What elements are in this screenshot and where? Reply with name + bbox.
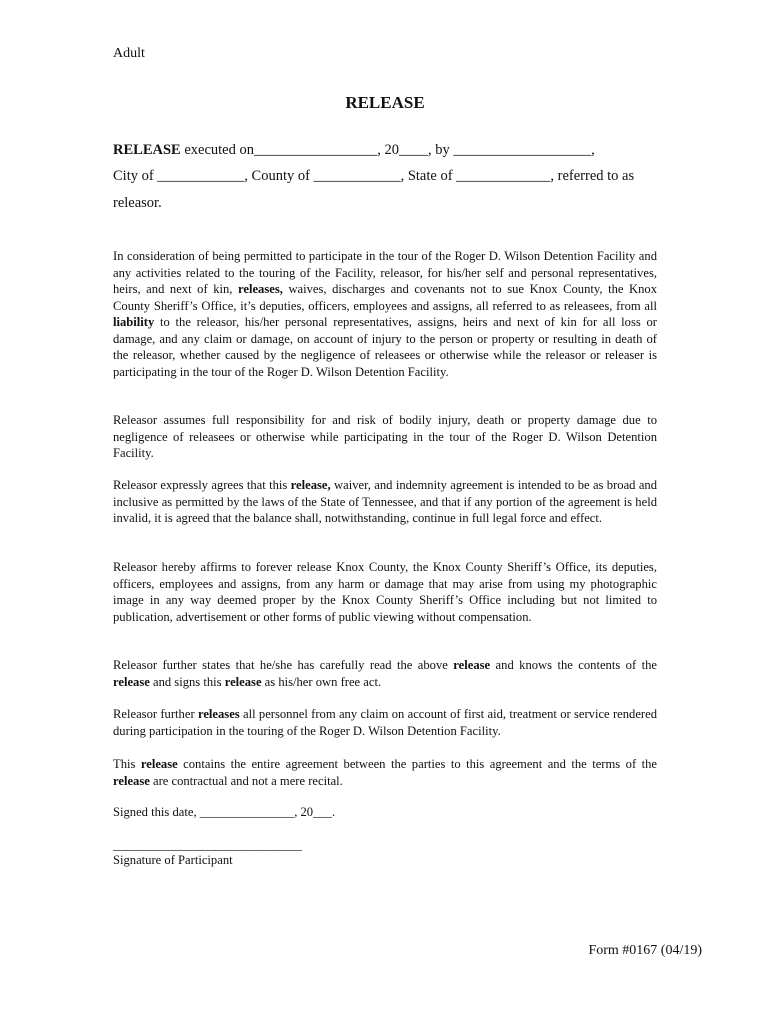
bold-term: release, [290, 478, 331, 492]
paragraph-text: waives, discharges and covenants not to sue Knox County, the Knox County Sheriff’s Office, it’s deputies, officers, employees and assigns, all referred to as releasees, from all [113, 282, 658, 313]
releasor-line: releasor. [113, 195, 162, 211]
paragraph-text: to the releasor, his/her personal representatives, assigns, heirs and next of kin for all loss or damage, and any claim or damage, on account of injury to the person or property or resulting in death of the releasor, whether caused by the negligence of releasees or otherwise while the releasor or releaser is participating in the tour of the Roger D. Wilson Detention Facility. [113, 315, 657, 379]
bold-term: release [113, 674, 150, 689]
release-bold-word: RELEASE [113, 142, 181, 158]
paragraph-text: In consideration of being permitted to participate in the tour of the Roger D. Wilson Detention Facility and any activities related to the touring of the Facility, releasor, for his/her self and personal representatives, heirs, and next of kin, [113, 249, 657, 296]
paragraph-text: and knows the contents of the [490, 658, 657, 672]
paragraph-text: Releasor further states that he/she has carefully read the above [113, 658, 454, 672]
paragraph-text: Releasor hereby affirms to forever release Knox County, the Knox County Sheriff’s Office, its deputies, officers, employees and assigns, from any harm or damage that may arise from using my photographic image in any way deemed proper by the Knox County Sheriff’s Office including but not limited to publication, advertisement or other forms of public viewing without compensation. [113, 560, 657, 624]
paragraph-acknowledgement [113, 657, 657, 690]
signature-line: ______________________________ [113, 838, 302, 852]
location-line: City of ____________, County of ____________, State of _____________, referred to as [113, 168, 635, 184]
paragraph-text: contains the entire agreement between the parties to this agreement and the terms of the [177, 757, 657, 771]
execution-line [113, 142, 595, 159]
form-number: Form #0167 (04/19) [588, 943, 702, 958]
paragraph-text: are contractual and not a mere recital. [149, 773, 343, 788]
paragraph-text: Releasor further [113, 707, 198, 721]
paragraph-text: all personnel from any claim on account of first aid, treatment or service rendered during participation in the touring of the Roger D. Wilson Detention Facility. [113, 707, 658, 738]
signature-label: Signature of Participant [113, 853, 233, 867]
bold-term: release [453, 658, 491, 672]
form-category-label: Adult [113, 46, 145, 61]
paragraph-first-aid [113, 706, 657, 739]
paragraph-text: This [113, 757, 141, 771]
bold-term: release [113, 773, 150, 788]
paragraph-text: and signs this [149, 674, 225, 689]
bold-term: release [140, 757, 178, 771]
bold-term: releases [197, 707, 240, 721]
bold-term: liability [113, 315, 155, 329]
paragraph-photo-release [113, 559, 657, 625]
paragraph-indemnity [113, 477, 657, 527]
signed-date-line: Signed this date, _______________, 20___. [113, 805, 336, 819]
paragraph-text: as his/her own free act. [261, 674, 382, 689]
bold-term: release [224, 674, 262, 689]
paragraph-assumption-of-risk [113, 412, 657, 462]
bold-term: releases, [238, 282, 283, 296]
paragraph-text: waiver, and indemnity agreement is intended to be as broad and inclusive as permitted by the laws of the State of Tennessee, and that if any portion of the agreement is held invalid, it is agreed that the balance shall, notwithstanding, continue in full legal force and effect. [113, 478, 658, 525]
paragraph-text: Releasor assumes full responsibility for and risk of bodily injury, death or property damage due to negligence of releasees or otherwise while participating in the tour of the Roger D. Wilson Detention Facility. [113, 413, 657, 460]
document-title: RELEASE [345, 93, 425, 112]
paragraph-consideration [113, 248, 657, 380]
paragraph-entire-agreement [113, 756, 657, 789]
paragraph-text: Releasor expressly agrees that this [113, 478, 291, 492]
execution-line-text: executed on_________________, 20____, by ___________________, [180, 142, 595, 158]
